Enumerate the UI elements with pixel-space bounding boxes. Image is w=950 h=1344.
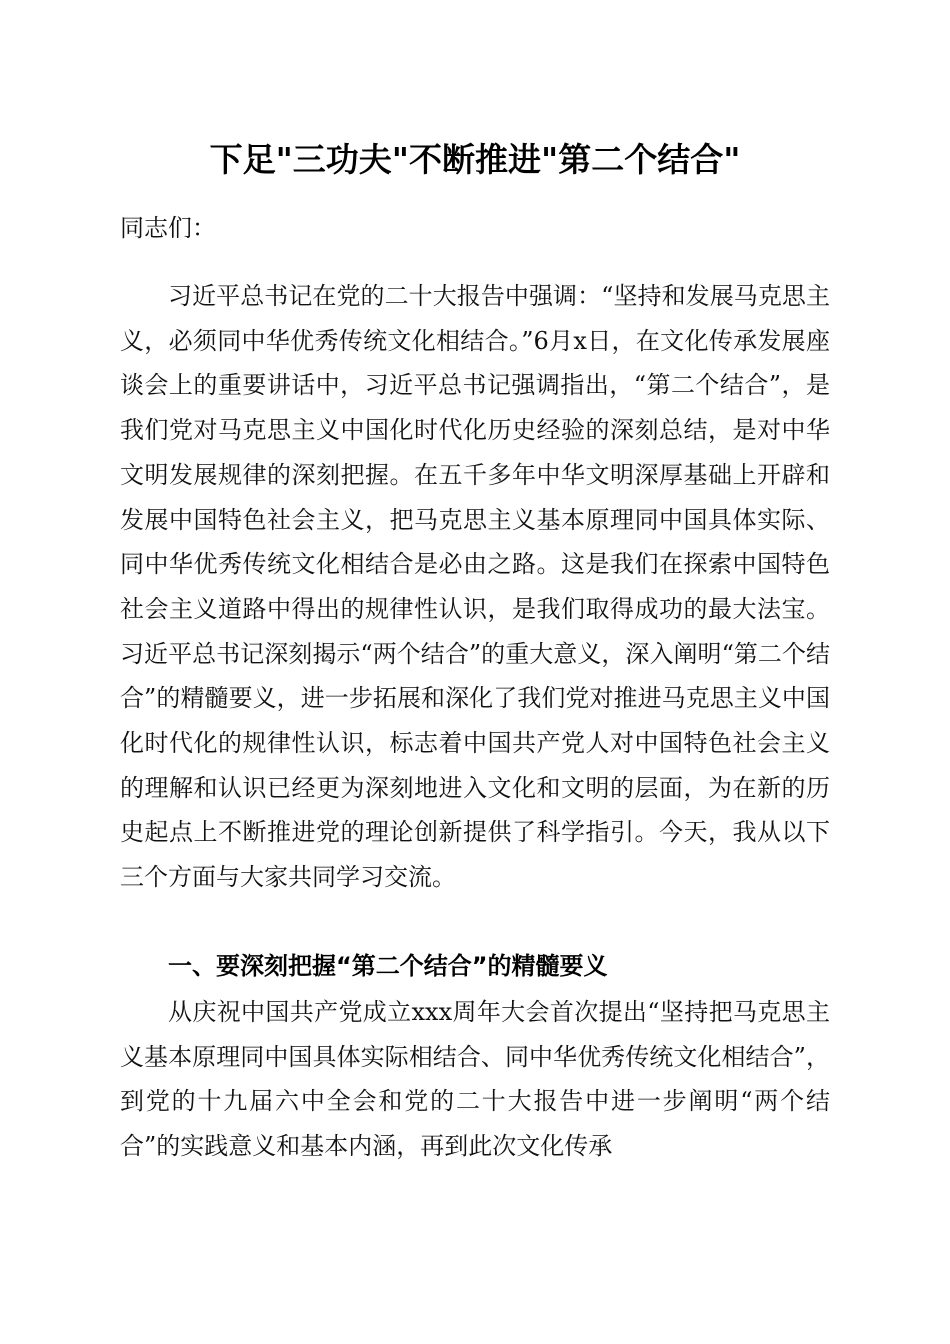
- salutation: 同志们：: [120, 214, 216, 242]
- section-heading-1: 一、要深刻把握“第二个结合”的精髓要义: [168, 952, 608, 980]
- document-title: 下足"三功夫"不断推进"第二个结合": [209, 140, 741, 179]
- paragraph-section-1: 从庆祝中国共产党成立xxx周年大会首次提出“坚持把马克思主义基本原理同中国具体实际相结合、同中华优秀传统文化相结合”，到党的十九届六中全会和党的二十大报告中进一步阐明“两个结合”的实践意义和基本内涵，再到此次文化传承: [120, 998, 830, 1161]
- paragraph-intro: 习近平总书记在党的二十大报告中强调：“坚持和发展马克思主义，必须同中华优秀传统文化相结合。”6月x日，在文化传承发展座谈会上的重要讲话中，习近平总书记强调指出，“第二个结合”，是我们党对马克思主义中国化时代化历史经验的深刻总结，是对中华文明发展规律的深刻把握。在五千多年中华文明深厚基础上开辟和发展中国特色社会主义，把马克思主义基本原理同中国具体实际、同中华优秀传统文化相结合是必由之路。这是我们在探索中国特色社会主义道路中得出的规律性认识，是我们取得成功的最大法宝。习近平总书记深刻揭示“两个结合”的重大意义，深入阐明“第二个结合”的精髓要义，进一步拓展和深化了我们党对推进马克思主义中国化时代化的规律性认识，标志着中国共产党人对中国特色社会主义的理解和认识已经更为深刻地进入文化和文明的层面，为在新的历史起点上不断推进党的理论创新提供了科学指引。今天，我从以下三个方面与大家共同学习交流。: [120, 282, 830, 892]
